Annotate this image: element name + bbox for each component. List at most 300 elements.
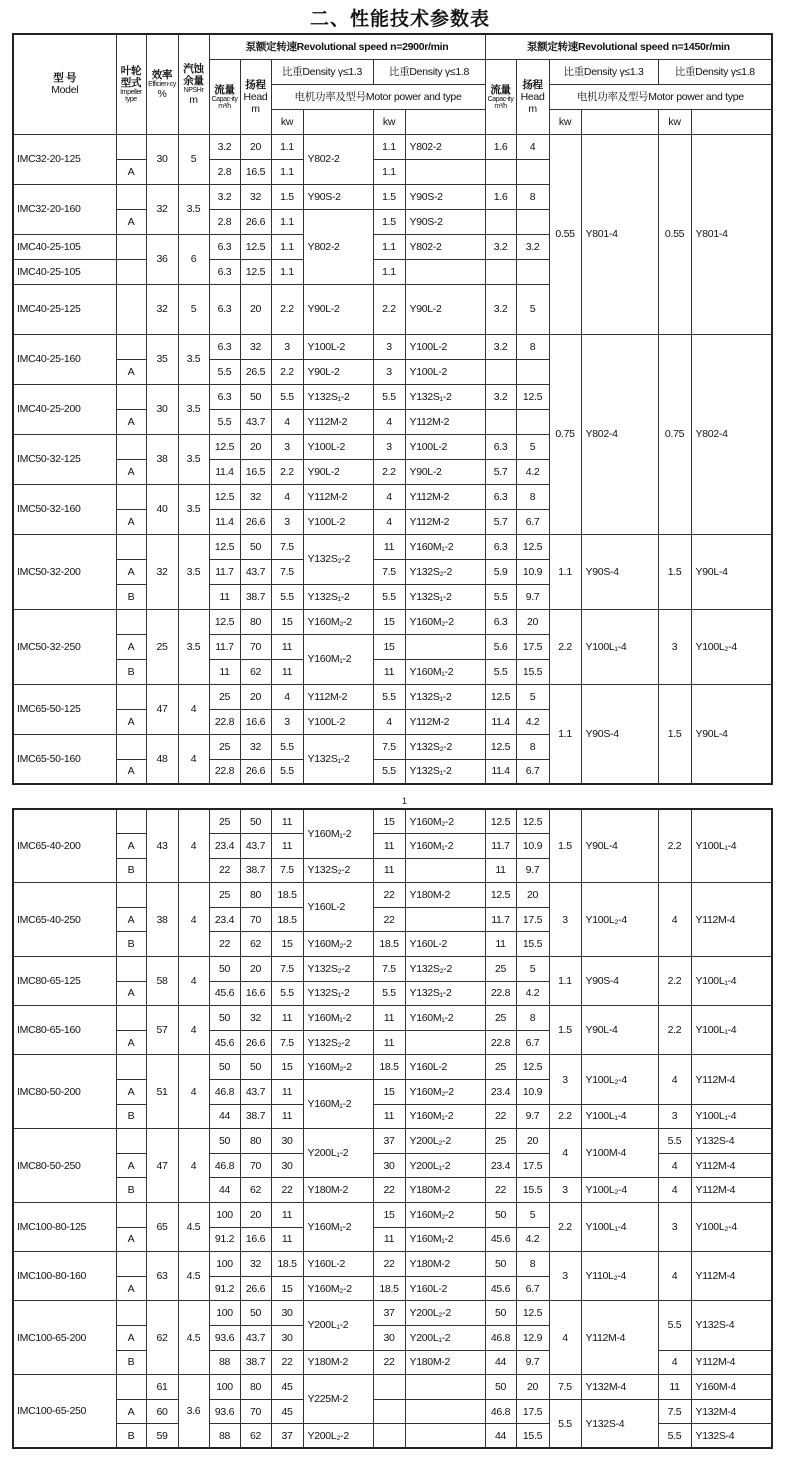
cell-impeller-type: B [116, 584, 146, 609]
cell-motor-type-18: Y160M₂-2 [405, 1080, 485, 1105]
capacity-cn-label: 流量 [490, 83, 511, 96]
cell-head-1450: 5 [516, 434, 549, 459]
cell-motor-type-18: Y100L-2 [405, 359, 485, 384]
cell-head: 32 [240, 734, 271, 759]
cell-head: 80 [240, 1129, 271, 1154]
cell-head: 50 [240, 534, 271, 559]
cell-kw-13: 11 [271, 1227, 303, 1252]
cell-impeller-type: A [116, 159, 146, 184]
cell-kw-13: 11 [271, 634, 303, 659]
cell-npsh: 4 [178, 734, 209, 784]
cell-kw-18-1450: 1.5 [658, 684, 691, 784]
cell-motor-type-13: Y200L₁-2 [303, 1301, 373, 1350]
cell-kw-18: 30 [373, 1153, 405, 1178]
cell-capacity-1450: 25 [485, 1129, 516, 1154]
cell-kw-18: 22 [373, 1350, 405, 1375]
cell-motor-type-13-1450: Y90L-4 [581, 809, 658, 883]
cell-kw-18-1450: 4 [658, 883, 691, 957]
cell-kw-13: 3 [271, 434, 303, 459]
cell-motor-type-13-1450: Y100L₁-4 [581, 1203, 658, 1252]
cell-kw-13: 22 [271, 1178, 303, 1203]
cell-capacity: 45.6 [209, 1030, 240, 1055]
cell-impeller-type [116, 434, 146, 459]
cell-impeller-type [116, 1006, 146, 1031]
cell-kw-13: 37 [271, 1424, 303, 1449]
cell-head-1450: 5 [516, 684, 549, 709]
cell-kw-13-1450: 1.5 [549, 1006, 581, 1055]
cell-motor-type-13: Y160M₁-2 [303, 1203, 373, 1252]
cell-impeller-type: A [116, 1153, 146, 1178]
cell-capacity-1450: 25 [485, 1055, 516, 1080]
cell-kw-13: 45 [271, 1399, 303, 1424]
performance-table-part-2 [12, 808, 773, 1449]
cell-capacity-1450: 3.2 [485, 334, 516, 359]
cell-motor-type-18: Y132S₁-2 [405, 759, 485, 784]
cell-kw-18 [373, 1424, 405, 1449]
header-motor-2900: 电机功率及型号Motor power and type [271, 84, 485, 109]
cell-npsh: 4.5 [178, 1252, 209, 1301]
cell-kw-18: 15 [373, 609, 405, 634]
table-body-part-2 [13, 809, 772, 1448]
cell-kw-13: 11 [271, 1080, 303, 1105]
table-row [13, 1178, 772, 1203]
cell-kw-18: 11 [373, 1104, 405, 1129]
cell-efficiency: 62 [146, 1301, 178, 1375]
cell-motor-type-18: Y160L-2 [405, 1276, 485, 1301]
cell-capacity-1450: 5.5 [485, 659, 516, 684]
cell-npsh: 3.5 [178, 334, 209, 384]
cell-npsh: 3.5 [178, 184, 209, 234]
cell-kw-13: 15 [271, 609, 303, 634]
cell-capacity: 44 [209, 1178, 240, 1203]
cell-head-1450: 20 [516, 1375, 549, 1400]
cell-head: 80 [240, 883, 271, 908]
cell-impeller-type: A [116, 1325, 146, 1350]
cell-capacity: 100 [209, 1203, 240, 1228]
cell-capacity-1450: 5.7 [485, 509, 516, 534]
cell-model: IMC65-40-250 [13, 883, 116, 957]
cell-motor-type-13: Y160M₁-2 [303, 1006, 373, 1031]
cell-motor-type-18: Y132S₁-2 [405, 584, 485, 609]
performance-table-part-1 [12, 33, 773, 785]
cell-capacity-1450: 23.4 [485, 1153, 516, 1178]
cell-motor-type-18: Y200L₂-2 [405, 1301, 485, 1326]
cell-kw-18: 4 [373, 484, 405, 509]
cell-npsh: 5 [178, 134, 209, 184]
cell-impeller-type [116, 259, 146, 284]
cell-impeller-type [116, 284, 146, 334]
cell-motor-type-13: Y132S₂-2 [303, 858, 373, 883]
cell-model: IMC80-65-125 [13, 957, 116, 1006]
efficiency-unit: % [157, 87, 167, 100]
cell-kw-13-1450: 1.1 [549, 957, 581, 1006]
cell-kw-18 [373, 1375, 405, 1400]
cell-kw-13: 30 [271, 1153, 303, 1178]
cell-capacity-1450: 3.2 [485, 284, 516, 334]
cell-head: 16.6 [240, 709, 271, 734]
cell-model: IMC50-32-200 [13, 534, 116, 609]
cell-motor-type-18: Y112M-2 [405, 509, 485, 534]
cell-motor-type-18-1450: Y112M-4 [691, 1178, 772, 1203]
cell-motor-type-13: Y132S₁-2 [303, 384, 373, 409]
cell-head: 43.7 [240, 1325, 271, 1350]
cell-motor-type-13: Y802-2 [303, 134, 373, 184]
header-density-13-1450: 比重Density γ≤1.3 [549, 59, 658, 84]
cell-impeller-type [116, 134, 146, 159]
cell-head: 62 [240, 932, 271, 957]
cell-impeller-type: A [116, 834, 146, 859]
cell-motor-type-18 [405, 1399, 485, 1424]
cell-head-1450: 5 [516, 957, 549, 982]
cell-kw-13: 3 [271, 334, 303, 359]
cell-head-1450: 6.7 [516, 759, 549, 784]
cell-kw-18: 2.2 [373, 459, 405, 484]
cell-model: IMC32-20-160 [13, 184, 116, 234]
cell-capacity-1450: 3.2 [485, 234, 516, 259]
cell-efficiency: 25 [146, 609, 178, 684]
efficiency-en-label: Efficien-cy [148, 80, 176, 88]
cell-kw-18: 1.1 [373, 234, 405, 259]
cell-capacity: 100 [209, 1375, 240, 1400]
header-speed-1450: 泵额定转速Revolutional speed n=1450r/min [485, 34, 772, 59]
cell-head: 26.6 [240, 1030, 271, 1055]
cell-motor-type-13: Y160L-2 [303, 883, 373, 932]
cell-head: 32 [240, 1006, 271, 1031]
cell-motor-type-13: Y225M-2 [303, 1375, 373, 1424]
cell-kw-18: 5.5 [373, 981, 405, 1006]
cell-head-1450: 3.2 [516, 234, 549, 259]
cell-npsh: 3.5 [178, 484, 209, 534]
cell-npsh: 4 [178, 809, 209, 883]
cell-head: 20 [240, 957, 271, 982]
cell-motor-type-18: Y180M-2 [405, 1252, 485, 1277]
cell-kw-13: 4 [271, 684, 303, 709]
cell-kw-18: 1.1 [373, 159, 405, 184]
cell-kw-13: 18.5 [271, 1252, 303, 1277]
cell-kw-18: 18.5 [373, 1276, 405, 1301]
cell-motor-type-13: Y132S₁-2 [303, 584, 373, 609]
cell-efficiency: 38 [146, 883, 178, 957]
cell-motor-type-18: Y112M-2 [405, 484, 485, 509]
cell-capacity: 22.8 [209, 759, 240, 784]
cell-impeller-type [116, 334, 146, 359]
cell-head: 50 [240, 1301, 271, 1326]
table-row [13, 1129, 772, 1154]
cell-model: IMC100-80-160 [13, 1252, 116, 1301]
cell-kw-13: 11 [271, 834, 303, 859]
cell-impeller-type: A [116, 907, 146, 932]
model-cn-label: 型 号 [53, 72, 77, 85]
cell-impeller-type [116, 609, 146, 634]
cell-impeller-type [116, 534, 146, 559]
cell-impeller-type: A [116, 1080, 146, 1105]
cell-kw-13-1450: 7.5 [549, 1375, 581, 1400]
cell-kw-13: 2.2 [271, 284, 303, 334]
cell-motor-type-18: Y200L₂-2 [405, 1129, 485, 1154]
cell-model: IMC50-32-160 [13, 484, 116, 534]
cell-head-1450: 9.7 [516, 1104, 549, 1129]
cell-head: 20 [240, 684, 271, 709]
cell-motor-type-18-1450: Y112M-4 [691, 1153, 772, 1178]
table-row [13, 1424, 772, 1449]
cell-head: 32 [240, 184, 271, 209]
cell-kw-18: 5.5 [373, 584, 405, 609]
cell-npsh: 4 [178, 1055, 209, 1129]
cell-motor-type-18-1450: Y802-4 [691, 334, 772, 534]
cell-capacity: 100 [209, 1252, 240, 1277]
cell-head-1450: 9.7 [516, 1350, 549, 1375]
cell-capacity: 50 [209, 1006, 240, 1031]
table-row [13, 684, 772, 709]
cell-head: 32 [240, 334, 271, 359]
cell-efficiency: 58 [146, 957, 178, 1006]
cell-capacity: 6.3 [209, 284, 240, 334]
cell-capacity: 11.4 [209, 459, 240, 484]
cell-kw-13: 1.1 [271, 259, 303, 284]
header-density-18-2900: 比重Density γ≤1.8 [373, 59, 485, 84]
cell-impeller-type: B [116, 1350, 146, 1375]
cell-head: 32 [240, 1252, 271, 1277]
cell-kw-18: 11 [373, 834, 405, 859]
cell-motor-type-18 [405, 858, 485, 883]
cell-impeller-type: A [116, 559, 146, 584]
cell-motor-type-13: Y160M₂-2 [303, 932, 373, 957]
header-model [13, 34, 116, 134]
cell-capacity-1450: 6.3 [485, 534, 516, 559]
cell-model: IMC80-50-250 [13, 1129, 116, 1203]
cell-impeller-type: A [116, 1227, 146, 1252]
cell-head: 38.7 [240, 1104, 271, 1129]
cell-impeller-type: B [116, 1424, 146, 1449]
cell-motor-type-18-1450: Y132M-4 [691, 1399, 772, 1424]
cell-head: 43.7 [240, 559, 271, 584]
cell-kw-13-1450: 2.2 [549, 1104, 581, 1129]
head-cn-label: 扬程 [522, 78, 543, 91]
cell-motor-type-13: Y180M-2 [303, 1178, 373, 1203]
cell-kw-13: 11 [271, 809, 303, 834]
cell-capacity: 22.8 [209, 709, 240, 734]
cell-head-1450: 8 [516, 484, 549, 509]
cell-kw-18-1450: 3 [658, 609, 691, 684]
head-unit: m [251, 102, 260, 115]
cell-head: 16.5 [240, 159, 271, 184]
cell-head-1450: 4.2 [516, 981, 549, 1006]
cell-head-1450: 12.9 [516, 1325, 549, 1350]
cell-motor-type-18: Y132S₂-2 [405, 559, 485, 584]
cell-kw-13: 5.5 [271, 981, 303, 1006]
cell-head-1450: 5 [516, 1203, 549, 1228]
cell-kw-18: 11 [373, 1030, 405, 1055]
cell-kw-13-1450: 3 [549, 883, 581, 957]
cell-motor-type-18: Y160M₂-2 [405, 1203, 485, 1228]
cell-kw-18-1450: 5.5 [658, 1301, 691, 1350]
cell-efficiency: 36 [146, 234, 178, 284]
cell-motor-type-13: Y100L-2 [303, 334, 373, 359]
cell-motor-type-13: Y160M₂-2 [303, 1055, 373, 1080]
cell-efficiency: 65 [146, 1203, 178, 1252]
cell-model: IMC50-32-250 [13, 609, 116, 684]
cell-kw-18 [373, 1399, 405, 1424]
cell-impeller-type: B [116, 858, 146, 883]
cell-capacity-1450 [485, 159, 516, 184]
cell-motor-type-18: Y90S-2 [405, 184, 485, 209]
cell-motor-type-13-1450: Y100L₂-4 [581, 1055, 658, 1104]
cell-head: 12.5 [240, 259, 271, 284]
cell-capacity: 50 [209, 957, 240, 982]
cell-kw-18: 7.5 [373, 957, 405, 982]
cell-capacity-1450: 25 [485, 957, 516, 982]
cell-capacity: 22 [209, 858, 240, 883]
cell-model: IMC40-25-160 [13, 334, 116, 384]
cell-model: IMC80-50-200 [13, 1055, 116, 1129]
cell-head-1450: 15.5 [516, 659, 549, 684]
cell-capacity-1450: 5.7 [485, 459, 516, 484]
cell-npsh: 3.5 [178, 609, 209, 684]
table-row [13, 957, 772, 982]
cell-kw-18-1450: 11 [658, 1375, 691, 1400]
cell-capacity: 93.6 [209, 1399, 240, 1424]
header-motor-1450: 电机功率及型号Motor power and type [549, 84, 772, 109]
cell-kw-13: 5.5 [271, 584, 303, 609]
cell-kw-13: 5.5 [271, 384, 303, 409]
cell-kw-13: 1.1 [271, 134, 303, 159]
cell-motor-type-18 [405, 1424, 485, 1449]
cell-motor-type-13: Y200L₂-2 [303, 1424, 373, 1449]
cell-motor-type-18-1450: Y112M-4 [691, 1350, 772, 1375]
cell-motor-type-13-1450: Y90L-4 [581, 1006, 658, 1055]
cell-capacity-1450: 5.5 [485, 584, 516, 609]
cell-kw-13: 11 [271, 1104, 303, 1129]
cell-head: 43.7 [240, 834, 271, 859]
cell-capacity-1450: 50 [485, 1252, 516, 1277]
cell-model: IMC40-25-105 [13, 259, 116, 284]
cell-head-1450: 4.2 [516, 1227, 549, 1252]
cell-motor-type-13: Y112M-2 [303, 409, 373, 434]
cell-efficiency: 63 [146, 1252, 178, 1301]
cell-motor-type-18: Y90L-2 [405, 459, 485, 484]
cell-head-1450: 5 [516, 284, 549, 334]
cell-head-1450: 12.5 [516, 1301, 549, 1326]
cell-kw-18: 3 [373, 359, 405, 384]
cell-motor-type-18: Y160M₂-2 [405, 809, 485, 834]
table-row [13, 334, 772, 359]
cell-kw-18-1450: 2.2 [658, 809, 691, 883]
header-head-2900 [240, 59, 271, 134]
cell-motor-type-13-1450: Y90S-4 [581, 684, 658, 784]
cell-head-1450 [516, 259, 549, 284]
cell-head-1450: 8 [516, 184, 549, 209]
cell-kw-18: 4 [373, 409, 405, 434]
cell-impeller-type [116, 384, 146, 409]
cell-kw-18-1450: 4 [658, 1252, 691, 1301]
cell-head: 26.6 [240, 759, 271, 784]
cell-kw-18: 22 [373, 1178, 405, 1203]
cell-motor-type-18 [405, 159, 485, 184]
cell-kw-13: 7.5 [271, 858, 303, 883]
page-title: 二、性能技术参数表 [309, 8, 490, 30]
impeller-cn-label: 叶轮型式 [120, 65, 142, 90]
cell-head: 50 [240, 1055, 271, 1080]
cell-head: 32 [240, 484, 271, 509]
npsh-cn-label: 汽蚀余量 [183, 62, 204, 87]
header-speed-2900: 泵额定转速Revolutional speed n=2900r/min [209, 34, 485, 59]
header-kw: kw [658, 109, 691, 134]
cell-capacity: 25 [209, 734, 240, 759]
cell-capacity: 23.4 [209, 834, 240, 859]
cell-head-1450: 9.7 [516, 584, 549, 609]
cell-capacity: 11.7 [209, 559, 240, 584]
cell-capacity: 44 [209, 1104, 240, 1129]
cell-motor-type-13-1450: Y110L₂-4 [581, 1252, 658, 1301]
cell-kw-13-1450: 0.75 [549, 334, 581, 534]
cell-capacity-1450: 44 [485, 1350, 516, 1375]
cell-head-1450: 17.5 [516, 1153, 549, 1178]
cell-kw-13: 15 [271, 1276, 303, 1301]
cell-model: IMC65-40-200 [13, 809, 116, 883]
header-efficiency [146, 34, 178, 134]
cell-motor-type-18 [405, 907, 485, 932]
cell-motor-type-13: Y132S₂-2 [303, 1030, 373, 1055]
cell-impeller-type: A [116, 709, 146, 734]
cell-efficiency: 32 [146, 284, 178, 334]
cell-head-1450: 10.9 [516, 1080, 549, 1105]
cell-head-1450 [516, 209, 549, 234]
cell-kw-18: 18.5 [373, 932, 405, 957]
cell-impeller-type: A [116, 459, 146, 484]
cell-motor-type-18: Y802-2 [405, 134, 485, 159]
cell-head-1450: 10.9 [516, 834, 549, 859]
cell-kw-18-1450: 4 [658, 1350, 691, 1375]
cell-head-1450: 8 [516, 1006, 549, 1031]
head-unit: m [528, 102, 537, 115]
cell-motor-type-13-1450: Y90S-4 [581, 957, 658, 1006]
cell-motor-type-13: Y160M₂-2 [303, 609, 373, 634]
cell-capacity: 6.3 [209, 234, 240, 259]
cell-motor-type-18-1450: Y160M-4 [691, 1375, 772, 1400]
cell-capacity-1450: 12.5 [485, 883, 516, 908]
cell-motor-type-18: Y180M-2 [405, 883, 485, 908]
cell-model: IMC65-50-125 [13, 684, 116, 734]
cell-kw-18: 7.5 [373, 734, 405, 759]
cell-efficiency: 32 [146, 534, 178, 609]
cell-head: 38.7 [240, 1350, 271, 1375]
cell-motor-type-18: Y160M₁-2 [405, 1006, 485, 1031]
cell-motor-type-18: Y112M-2 [405, 409, 485, 434]
cell-impeller-type [116, 883, 146, 908]
cell-head-1450: 15.5 [516, 1424, 549, 1449]
cell-motor-type-18 [405, 259, 485, 284]
cell-efficiency: 32 [146, 184, 178, 234]
cell-motor-type-13-1450: Y100L₂-4 [581, 1178, 658, 1203]
cell-npsh: 4 [178, 1129, 209, 1203]
cell-kw-13: 30 [271, 1325, 303, 1350]
cell-head-1450: 4.2 [516, 709, 549, 734]
cell-kw-18-1450: 2.2 [658, 957, 691, 1006]
cell-capacity-1450: 22.8 [485, 981, 516, 1006]
cell-kw-18: 15 [373, 1203, 405, 1228]
cell-head: 80 [240, 1375, 271, 1400]
cell-motor-type-13-1450: Y100L₁-4 [581, 1104, 658, 1129]
cell-head-1450: 6.7 [516, 1276, 549, 1301]
header-density-18-1450: 比重Density γ≤1.8 [658, 59, 772, 84]
cell-kw-18: 11 [373, 534, 405, 559]
cell-kw-13-1450: 2.2 [549, 609, 581, 684]
cell-kw-18-1450: 2.2 [658, 1006, 691, 1055]
cell-motor-type-18: Y180M-2 [405, 1350, 485, 1375]
cell-capacity-1450: 5.9 [485, 559, 516, 584]
cell-kw-18-1450: 0.55 [658, 134, 691, 334]
cell-motor-type-13-1450: Y90S-4 [581, 534, 658, 609]
